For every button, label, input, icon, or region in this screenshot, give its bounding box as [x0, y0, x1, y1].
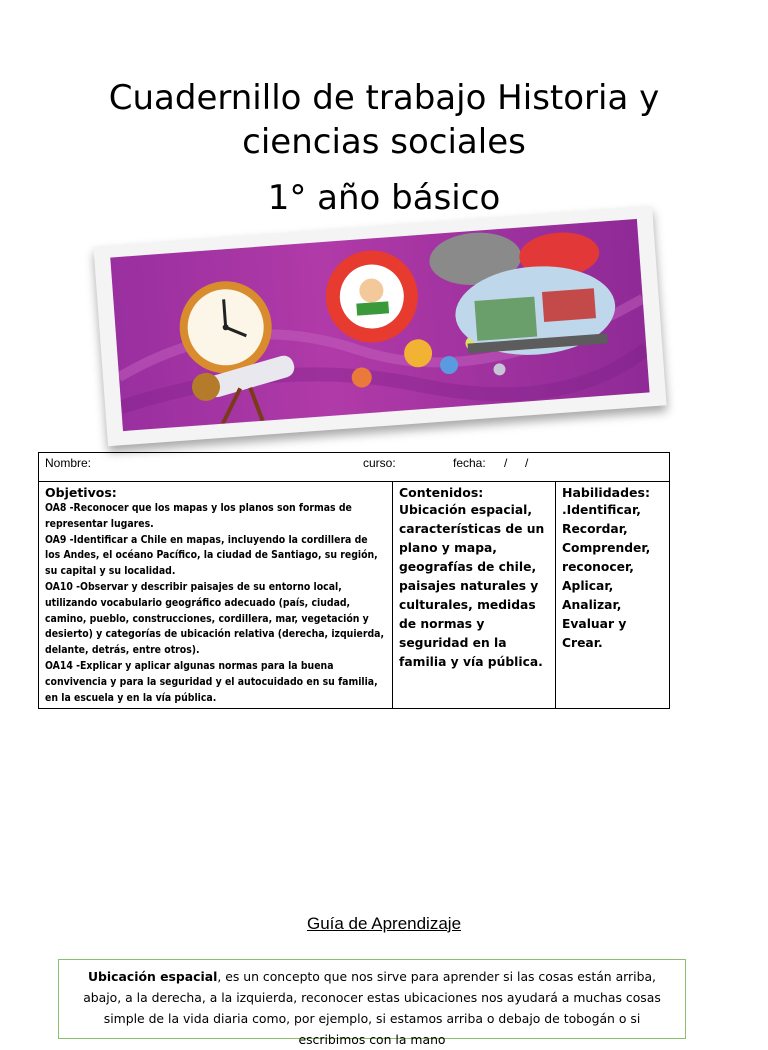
objetivo-oa10: OA10 -Observar y describir paisajes de su entorno local, utilizando vocabulario geográfico adecuado (país, ciudad, camino, pueblo, construcciones, cordillera, mar, vegetación y desierto) y categorías de ubicación relativa (derecha, izquierda, delante, detrás, entre otros). [45, 580, 385, 657]
guia-title: Guía de Aprendizaje [306, 914, 462, 933]
objetivo-oa14: OA14 -Explicar y aplicar algunas normas para la buena convivencia y para la seguridad y el autocuidado en su familia, en la escuela y en la vía pública. [45, 659, 378, 704]
banner-image [93, 206, 666, 446]
photo-collage-icon [428, 223, 619, 362]
document-grade: 1° año básico [267, 178, 501, 218]
habilidad-item: reconocer, [562, 560, 634, 574]
contenidos-cell [393, 482, 556, 709]
ubicacion-espacial-box [58, 959, 686, 1047]
habilidad-item: .Identificar, [562, 503, 641, 517]
curso-label: curso: [363, 456, 396, 470]
student-info-row [39, 453, 670, 482]
objetivo-oa9: OA9 -Identificar a Chile en mapas, incluyendo la cordillera de los Andes, el océano Pacífico, la ciudad de Santiago, su región, su capital y su localidad. [45, 533, 378, 578]
contenidos-text: Ubicación espacial, características de un plano y mapa, geografías de chile, paisajes naturales y culturales, medidas de normas y seguridad en la familia y vía pública. [399, 503, 545, 669]
objetivos-header: Objetivos: [45, 485, 117, 500]
habilidad-item: Comprender, [562, 541, 651, 555]
objetivos-cell [39, 482, 393, 709]
document-title-line-2: ciencias sociales [242, 122, 526, 162]
fecha-separator-2: / [525, 456, 529, 470]
habilidad-item: Evaluar y Crear. [562, 617, 627, 650]
habilidades-header: Habilidades: [562, 485, 650, 500]
fecha-label: fecha: [453, 456, 486, 470]
clock-icon [176, 278, 274, 376]
fecha-separator-1: / [504, 456, 508, 470]
habilidad-item: Aplicar, [562, 579, 614, 593]
habilidades-cell [556, 482, 670, 709]
contenidos-header: Contenidos: [399, 485, 484, 500]
habilidad-item: Recordar, [562, 522, 628, 536]
reading-badge-icon [323, 247, 421, 345]
ubicacion-espacial-text: , es un concepto que nos sirve para aprender si las cosas están arriba, abajo, a la derecha, a la izquierda, reconocer estas ubicaciones nos ayudará a muchas cosas simple de la vida diaria como, por ejemplo, si estamos arriba o debajo de tobogán o si escribimos con la mano [83, 969, 661, 1047]
nombre-label: Nombre: [45, 456, 92, 470]
objetivo-oa8: OA8 -Reconocer que los mapas y los planos son formas de representar lugares. [45, 502, 352, 530]
habilidad-item: Analizar, [562, 598, 622, 612]
ubicacion-espacial-term: Ubicación espacial [88, 969, 218, 984]
document-title-line-1: Cuadernillo de trabajo Historia y [108, 78, 660, 118]
info-table [38, 452, 670, 709]
